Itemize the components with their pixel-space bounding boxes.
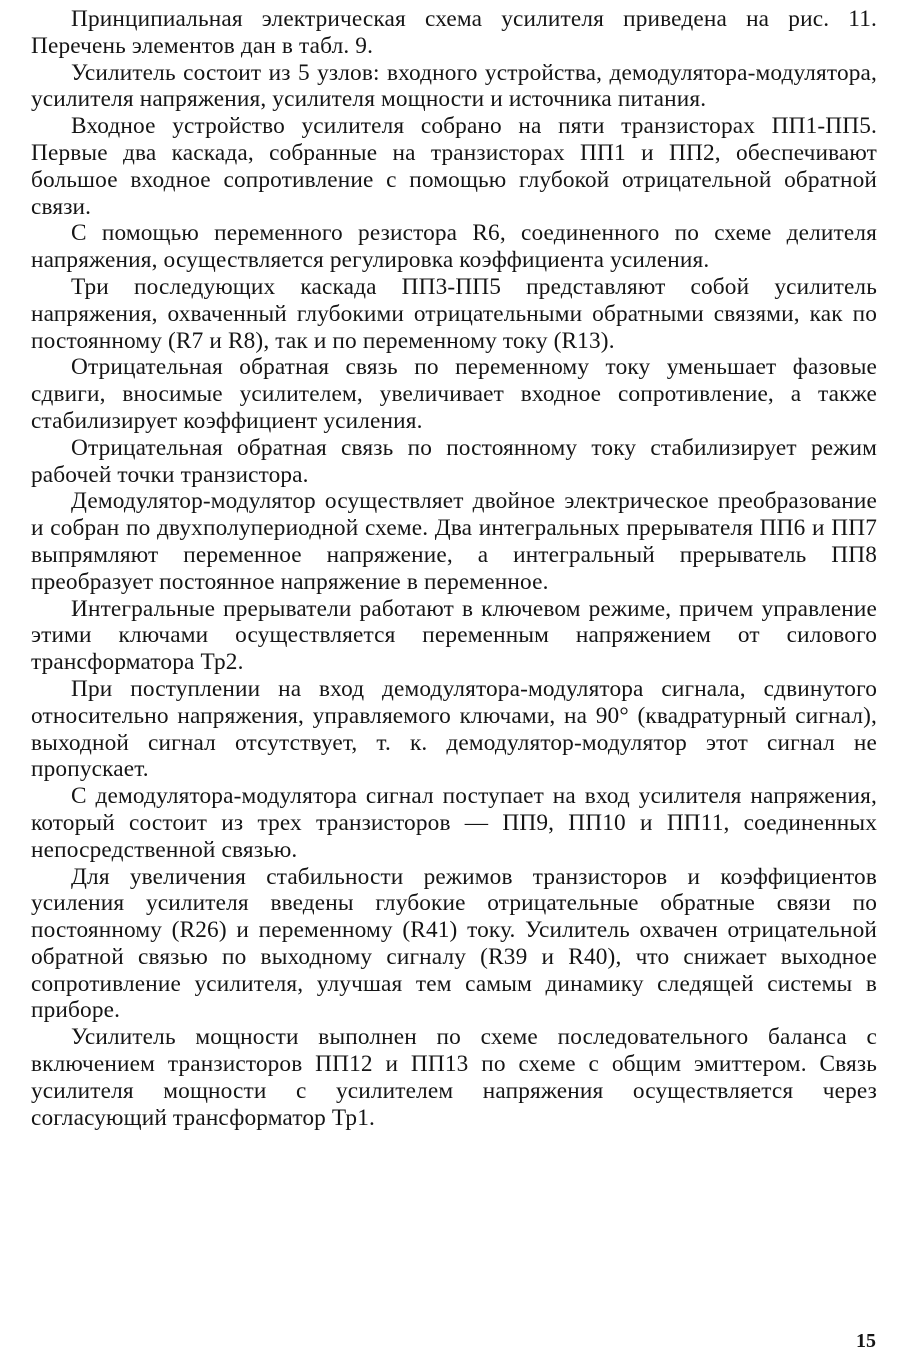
paragraph: Три последующих каскада ПП3-ПП5 представляют собой усилитель напряжения, охваченный глубокими отрицательными обратными связями, как по постоянному (R7 и R8), так и по переменному току (R13). — [31, 273, 877, 354]
page-number: 15 — [856, 1330, 876, 1352]
paragraph: Входное устройство усилителя собрано на пяти транзисторах ПП1-ПП5. Первые два каскада, собранные на транзисторах ПП1 и ПП2, обеспечивают большое входное сопротивление с помощью глубокой отрицательной обратной связи. — [31, 113, 877, 220]
paragraph: Усилитель мощности выполнен по схеме последовательного баланса с включением транзисторов ПП12 и ПП13 по схеме с общим эмиттером. Связь усилителя мощности с усилителем напряжения осуществляется через согласующий трансформатор Тр1. — [31, 1024, 877, 1131]
paragraph: При поступлении на вход демодулятора-модулятора сигнала, сдвинутого относительно напряжения, управляемого ключами, на 90° (квадратурный сигнал), выходной сигнал отсутствует, т. к. демодулятор-модулятор этот сигнал не пропускает. — [31, 675, 877, 783]
paragraph: Усилитель состоит из 5 узлов: входного устройства, демодулятора-модулятора, усилителя напряжения, усилителя мощности и источника питания. — [31, 59, 877, 113]
paragraph: Для увеличения стабильности режимов транзисторов и коэффициентов усиления усилителя введены глубокие отрицательные обратные связи по постоянному (R26) и переменному (R41) току. Усилитель охвачен отрицательной обратной связью по выходному сигналу (R39 и R40), что снижает выходное сопротивление усилителя, улучшая тем самым динамику следящей системы в приборе. — [31, 863, 877, 1024]
page-text-body — [31, 6, 877, 1131]
paragraph: Принципиальная электрическая схема усилителя приведена на рис. 11. Перечень элементов дан в табл. 9. — [31, 6, 877, 59]
paragraph: С помощью переменного резистора R6, соединенного по схеме делителя напряжения, осуществляется регулировка коэффициента усиления. — [31, 220, 877, 274]
paragraph: Интегральные прерыватели работают в ключевом режиме, причем управление этими ключами осуществляется переменным напряжением от силового трансформатора Тр2. — [31, 595, 877, 676]
paragraph: Отрицательная обратная связь по постоянному току стабилизирует режим рабочей точки транзистора. — [31, 434, 877, 488]
paragraph: Отрицательная обратная связь по переменному току уменьшает фазовые сдвиги, вносимые усилителем, увеличивает входное сопротивление, а также стабилизирует коэффициент усиления. — [31, 354, 877, 434]
paragraph: С демодулятора-модулятора сигнал поступает на вход усилителя напряжения, который состоит из трех транзисторов — ПП9, ПП10 и ПП11, соединенных непосредственной связью. — [31, 783, 877, 863]
paragraph: Демодулятор-модулятор осуществляет двойное электрическое преобразование и собран по двухполупериодной схеме. Два интегральных прерывателя ПП6 и ПП7 выпрямляют переменное напряжение, а интегральный прерыватель ПП8 преобразует постоянное напряжение в переменное. — [31, 488, 877, 595]
